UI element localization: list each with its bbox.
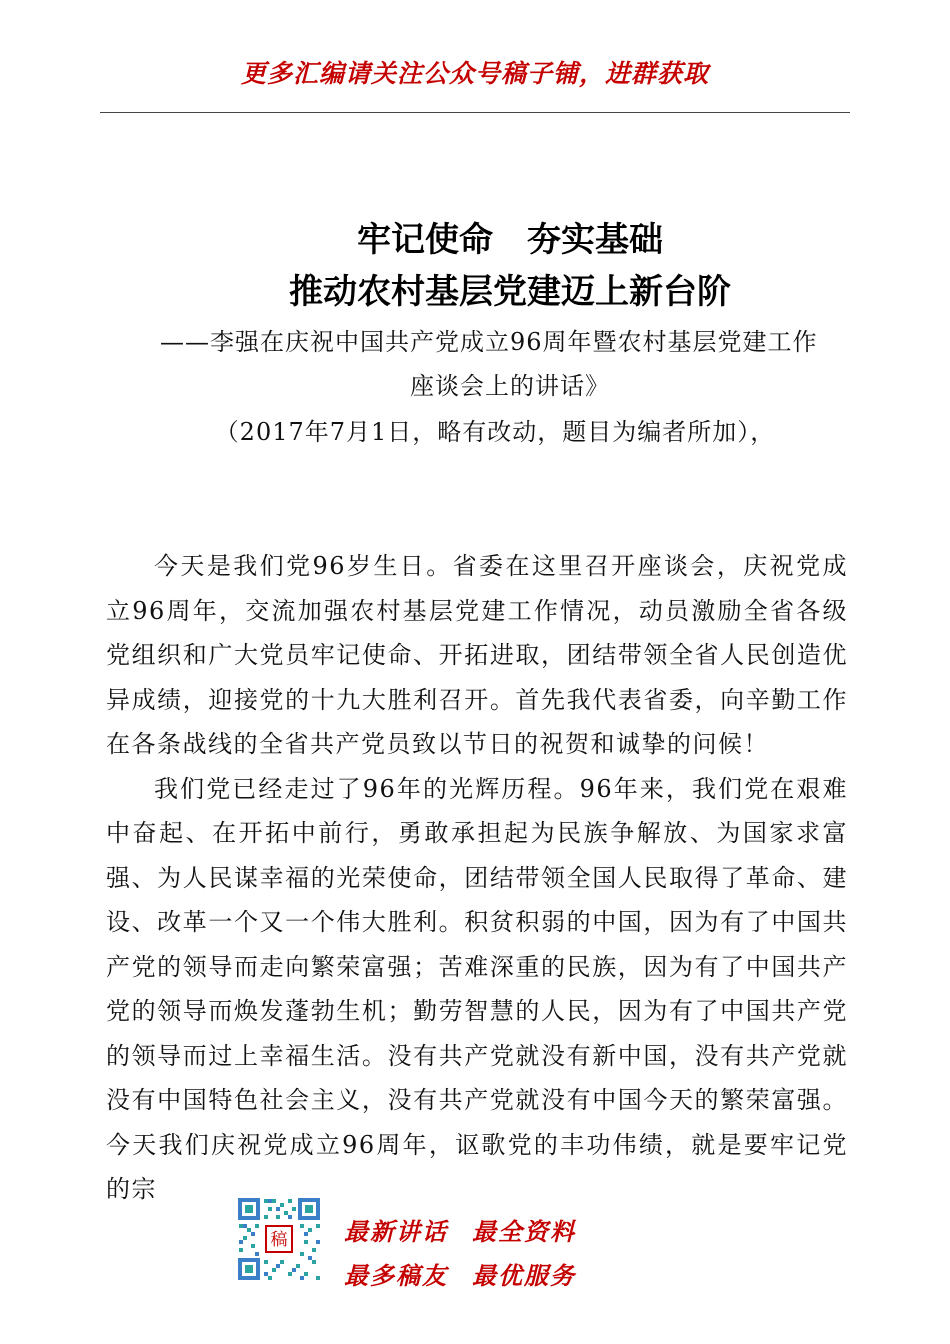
document-subtitle-line-1: ——李强在庆祝中国共产党成立96周年暨农村基层党建工作 bbox=[160, 328, 818, 356]
footer-slogan-most-members: 最多稿友 bbox=[344, 1261, 448, 1290]
header-divider bbox=[100, 112, 850, 113]
body-paragraph: 今天是我们党96岁生日。省委在这里召开座谈会，庆祝党成立96周年，交流加强农村基层党建工作情况，动员激励全省各级党组织和广大党员牢记使命、开拓进取，团结带领全省人民创造优异成绩，迎接党的十九大胜利召开。首先我代表省委，向辛勤工作在各条战线的全省共产党员致以节日的祝贺和诚挚的问候！ bbox=[106, 552, 848, 758]
document-title-line-1: 牢记使命 夯实基础 bbox=[357, 220, 663, 260]
qr-code-icon bbox=[236, 1196, 322, 1282]
qr-code-graphic bbox=[236, 1196, 322, 1282]
document-title-line-2: 推动农村基层党建迈上新台阶 bbox=[289, 272, 731, 312]
body-paragraph: 我们党已经走过了96年的光辉历程。96年来，我们党在艰难中奋起、在开拓中前行，勇敢承担起为民族争解放、为国家求富强、为人民谋幸福的光荣使命，团结带领全国人民取得了革命、建设、改革一个又一个伟大胜利。积贫积弱的中国，因为有了中国共产党的领导而走向繁荣富强；苦难深重的民族，因为有了中国共产党的领导而焕发蓬勃生机；勤劳智慧的人民，因为有了中国共产党的领导而过上幸福生活。没有共产党就没有新中国，没有共产党就没有中国特色社会主义，没有共产党就没有中国今天的繁荣富强。今天我们庆祝党成立96周年，讴歌党的丰功伟绩，就是要牢记党的宗 bbox=[106, 774, 848, 1203]
header-banner: 更多汇编请关注公众号稿子铺，进群获取 bbox=[240, 59, 709, 88]
document-date-note: （2017年7月1日，略有改动，题目为编者所加）， bbox=[214, 418, 776, 446]
document-body bbox=[106, 544, 848, 1212]
footer-slogan-best-service: 最优服务 bbox=[472, 1261, 576, 1290]
footer-slogan-complete-materials: 最全资料 bbox=[472, 1217, 576, 1246]
document-subtitle-line-2: 座谈会上的讲话》 bbox=[410, 372, 610, 400]
footer-slogan-latest-speeches: 最新讲话 bbox=[344, 1217, 448, 1246]
qr-center-char: 稿 bbox=[270, 1230, 288, 1250]
